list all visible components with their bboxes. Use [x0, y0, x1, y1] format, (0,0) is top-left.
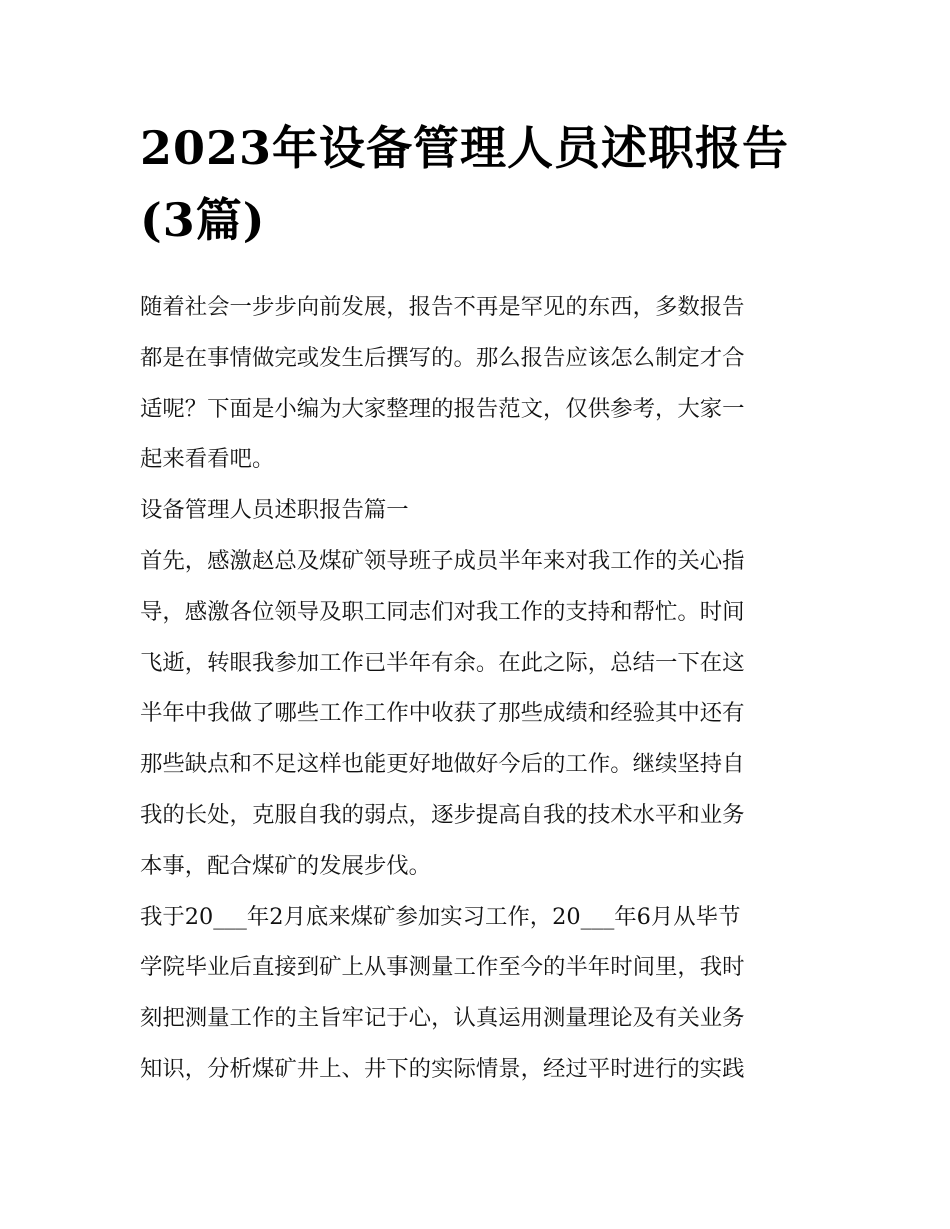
title-line-2: (3篇) [140, 193, 266, 247]
paragraph-2 [140, 892, 812, 1095]
intro-line-3: 适呢？下面是小编为大家整理的报告范文，仅供参考，大家一 [140, 395, 745, 422]
para1-line-7: 本事，配合煤矿的发展步伐。 [140, 852, 432, 879]
title-line-1: 2023年设备管理人员述职报告 [140, 121, 790, 175]
para2-line-4: 知识，分析煤矿井上、井下的实际情景，经过平时进行的实践 [140, 1055, 745, 1082]
para1-line-1: 首先，感激赵总及煤矿领导班子成员半年来对我工作的关心指 [140, 547, 745, 574]
para2-line-1: 我于20___年2月底来煤矿参加实习工作，20___年6月从毕节 [140, 903, 741, 930]
document-content [140, 112, 812, 1095]
para1-line-4: 半年中我做了哪些工作工作中收获了那些成绩和经验其中还有 [140, 700, 745, 727]
para2-line-2: 学院毕业后直接到矿上从事测量工作至今的半年时间里，我时 [140, 954, 745, 981]
intro-line-2: 都是在事情做完或发生后撰写的。那么报告应该怎么制定才合 [140, 344, 745, 371]
intro-paragraph [140, 282, 812, 485]
para2-line-3: 刻把测量工作的主旨牢记于心，认真运用测量理论及有关业务 [140, 1005, 745, 1032]
paragraph-1 [140, 536, 812, 892]
intro-line-1: 随着社会一步步向前发展，报告不再是罕见的东西，多数报告 [140, 294, 745, 320]
para1-line-5: 那些缺点和不足这样也能更好地做好今后的工作。继续坚持自 [140, 751, 745, 778]
section-heading-text: 设备管理人员述职报告篇一 [140, 497, 409, 524]
document-title [140, 112, 812, 256]
intro-line-4: 起来看看吧。 [140, 446, 275, 473]
para1-line-3: 飞逝，转眼我参加工作已半年有余。在此之际，总结一下在这 [140, 649, 745, 676]
document-body [140, 282, 812, 1095]
section-heading [140, 485, 812, 536]
para1-line-6: 我的长处，克服自我的弱点，逐步提高自我的技术水平和业务 [140, 801, 745, 828]
para1-line-2: 导，感激各位领导及职工同志们对我工作的支持和帮忙。时间 [140, 598, 745, 625]
